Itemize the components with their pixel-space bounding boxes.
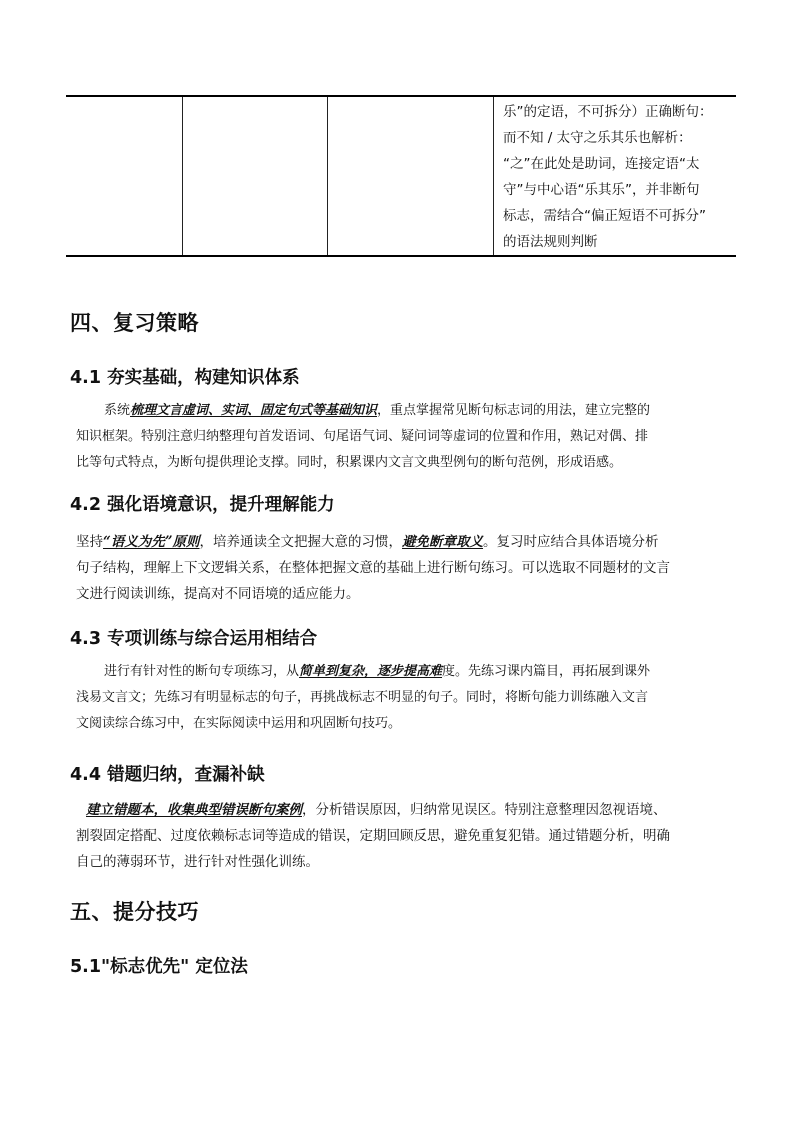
text-run: 。复习时应结合具体语境分析 [483, 534, 659, 550]
table-cell-line: 标志，需结合“偏正短语不可拆分” [503, 208, 706, 224]
paragraph-line: 割裂固定搭配、过度依赖标志词等造成的错误，定期回顾反思，避免重复犯错。通过错题分析，明确 [76, 828, 670, 844]
text-run: 度。先练习课内篇目，再拓展到课外 [442, 664, 651, 679]
text-run: 系统 [104, 403, 131, 418]
section-5-heading: 五、提分技巧 [70, 900, 199, 924]
paragraph-line: 浅易文言文；先练习有明显标志的句子，再挑战标志不明显的句子。同时，将断句能力训练融入文言 [76, 690, 649, 705]
table-cell-line: “之”在此处是助词，连接定语“太 [503, 156, 700, 172]
paragraph-line: 句子结构，理解上下文逻辑关系，在整体把握文意的基础上进行断句练习。可以选取不同题材的文言 [76, 560, 670, 576]
table-column-divider [182, 97, 183, 255]
table-cell-analysis [503, 99, 731, 255]
paragraph-line: 文进行阅读训练，提高对不同语境的适应能力。 [76, 586, 360, 602]
section-4-3-heading: 4.3 专项训练与综合运用相结合 [70, 629, 318, 649]
table-cell-line: 而不知 / 太守之乐其乐也解析： [503, 130, 692, 146]
emphasis-text: 建立错题本，收集典型错误断句案例 [86, 802, 302, 818]
emphasis-text: 梳理文言虚词、实词、固定句式等基础知识 [130, 403, 378, 418]
emphasis-text: 简单到复杂，逐步提高难 [299, 664, 443, 679]
section-4-2-paragraph [76, 529, 736, 607]
section-4-4-paragraph [76, 797, 736, 875]
table-continuation [66, 95, 736, 257]
text-run: 进行有针对性的断句专项练习，从 [104, 664, 300, 679]
table-cell-line: 守”与中心语“乐其乐”，并非断句 [503, 182, 700, 198]
section-4-heading: 四、复习策略 [70, 311, 199, 335]
section-4-1-paragraph [76, 398, 736, 476]
table-column-divider [493, 97, 494, 255]
section-4-4-heading: 4.4 错题归纳，查漏补缺 [70, 765, 265, 785]
emphasis-text: “语义为先”原则 [103, 534, 200, 550]
section-4-3-paragraph [76, 659, 736, 737]
section-4-2-heading: 4.2 强化语境意识，提升理解能力 [70, 495, 335, 515]
paragraph-line: 文阅读综合练习中，在实际阅读中运用和巩固断句技巧。 [76, 716, 402, 731]
text-run: ，分析错误原因，归纳常见误区。特别注意整理因忽视语境、 [302, 802, 667, 818]
section-5-1-heading: 5.1"标志优先" 定位法 [70, 957, 248, 977]
text-run: ，培养通读全文把握大意的习惯， [199, 534, 403, 550]
table-cell-line: 的语法规则判断 [503, 234, 598, 250]
paragraph-line: 知识框架。特别注意归纳整理句首发语词、句尾语气词、疑问词等虚词的位置和作用，熟记对偶、排 [76, 429, 649, 444]
section-4-1-heading: 4.1 夯实基础，构建知识体系 [70, 368, 300, 388]
paragraph-line: 自己的薄弱环节，进行针对性强化训练。 [76, 854, 319, 870]
table-cell-line: 乐”的定语，不可拆分）正确断句： [503, 104, 713, 120]
emphasis-text: 避免断章取义 [402, 534, 484, 550]
text-run: 坚持 [76, 534, 103, 550]
paragraph-line: 比等句式特点，为断句提供理论支撑。同时，积累课内文言文典型例句的断句范例，形成语感。 [76, 455, 623, 470]
text-run: ，重点掌握常见断句标志词的用法，建立完整的 [377, 403, 651, 418]
table-column-divider [327, 97, 328, 255]
